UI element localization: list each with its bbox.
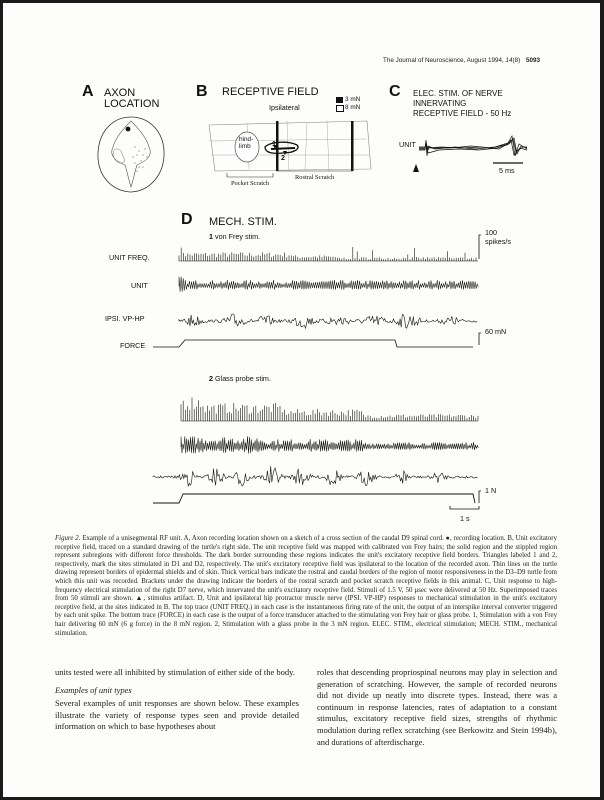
panel-b-side: Ipsilateral: [269, 103, 300, 112]
site-2-label: 2: [281, 153, 285, 162]
d1-force-trace: [153, 340, 473, 347]
page-number: 5093: [526, 57, 541, 64]
scale-time: 1 s: [460, 514, 470, 523]
legend-3mn-label: 3 mN: [345, 96, 361, 103]
panel-c-letter: C: [389, 83, 401, 100]
section-heading: Examples of unit types: [55, 684, 132, 695]
panel-d-sub1-num: 1: [209, 232, 213, 241]
scale-spikes-unit: spikes/s: [485, 237, 511, 246]
scale-spikes-value: 100: [485, 228, 497, 237]
body-right-column: [317, 667, 557, 748]
d1-ipsi-trace: [179, 314, 477, 328]
scale-mn: 60 mN: [485, 327, 507, 336]
d2-unit-trace: [181, 436, 478, 453]
hindlimb-label-2: limb: [239, 143, 251, 150]
d2-ipsi-trace: [153, 466, 478, 486]
panel-c-title-3: RECEPTIVE FIELD - 50 Hz: [413, 109, 512, 118]
panel-d-sub2-num: 2: [209, 374, 213, 383]
caption-text: Example of a unisegmental RF unit. A, Axon recording location shown on a sketch of a cross section of the caudal D9 spinal cord. ●, recording location. B, Unit excitatory receptive field, traced on a standard drawing of the turtle's right side. The unit receptive field was mapped with calibrated von Frey hairs; the solid region and the stippled region represent subregions with different force thresholds. The dark border surrounding these regions indicates the unit's excitatory receptive field borders. Triangles labeled 1 and 2, respectively, mark the sites stimulated in D1 and D2, respectively. The unit's excitatory receptive field was ipsilateral to the location of the recorded axon. Thin lines on the turtle drawing represent borders of epidermal shields and of skin. Thick vertical bars indicate the rostral and caudal borders of the region of motor responsiveness in the D3–D9 turtle from which this unit was recorded. Brackets under the drawing indicate the borders of the rostral scratch and pocket scratch receptive fields in this animal. C, Unit response to high-frequency electrical stimulation of the right D7 nerve, which innervated the unit's excitatory receptive field. Stimuli of 1.5 V, 50 μsec were delivered at 50 Hz. Superimposed traces from 50 stimuli are shown. ▲, stimulus artifact. D, Unit and ipsilateral hip protractor muscle nerve (IPSI. VP-HP) responses to mechanical stimulation in the unit's excitatory receptive field, at the sites indicated in B. The top trace (UNIT FREQ.) in each case is the instantaneous firing rate of the unit, the output of an interspike interval converter triggered by each unit spike. The bottom trace (FORCE) in each case is the output of a force transducer attached to the stimulating von Frey hair or glass probe. 1, Stimulation with a von Frey hair delivering 60 mN (6 g force) in the 8 mN region. 2, Stimulation with a glass probe in the 3 mN region. ELEC. STIM., electrical stimulation; MECH. STIM., mechanical stimulation.: [55, 535, 557, 637]
d1-unit-freq-trace: [179, 247, 478, 261]
panel-c-unit-label: UNIT: [399, 140, 416, 149]
right-paragraph-1: roles that descending propriospinal neurons may play in selection and generation of scratching. However, the sample of recorded neurons did not divide up neatly into discrete types. Instead, there was a continuum in response latencies, rates of adaptation to a constant stimulus, excitatory receptive field sizes, strengths of rhythmic modulation during reflex scratching (see Berkowitz and Stein 1994b), and durations of afterdischarge.: [317, 667, 557, 747]
pocket-scratch-label: Pocket Scratch: [231, 180, 270, 187]
body-left-column: [55, 667, 299, 733]
left-paragraph-2: Several examples of unit responses are shown below. These examples illustrate the variety of response types seen and provide detailed information on which to base hypotheses about: [55, 698, 299, 732]
site-1-label: 1: [272, 139, 276, 148]
panel-a-title-2: LOCATION: [104, 98, 160, 110]
panel-d-sub1-text: von Frey stim.: [215, 232, 261, 241]
panel-b-letter: B: [196, 83, 208, 100]
figure-caption: [55, 535, 557, 638]
panel-d-sub2-text: Glass probe stim.: [215, 374, 271, 383]
journal-name: The Journal of Neuroscience, August 1994,: [383, 57, 504, 64]
row-label-ipsi: IPSI. VP-HP: [105, 314, 145, 323]
d1-unit-trace: [179, 277, 478, 292]
panel-a-letter: A: [82, 83, 94, 100]
panel-d-letter: D: [181, 211, 193, 228]
journal-page: [3, 3, 600, 797]
left-paragraph-1: units tested were all inhibited by stimulation of either side of the body.: [55, 667, 295, 677]
panel-d-traces: [3, 3, 600, 533]
row-label-unit: UNIT: [131, 281, 148, 290]
hindlimb-label-1: hind-: [239, 136, 254, 143]
panel-c-scale-label: 5 ms: [499, 166, 515, 175]
rostral-scratch-label: Rostral Scratch: [295, 174, 335, 181]
row-label-force: FORCE: [120, 341, 146, 350]
scale-n: 1 N: [485, 486, 497, 495]
volume: 14: [505, 57, 513, 64]
d2-unit-freq-trace: [181, 397, 478, 421]
legend-8mn-label: 8 mN: [345, 104, 361, 111]
caption-figure-label: Figure 2.: [55, 535, 81, 542]
panel-c-title-1: ELEC. STIM. OF NERVE: [413, 89, 503, 98]
issue: (8): [512, 57, 521, 64]
d2-force-trace: [153, 494, 475, 503]
row-label-unit-freq: UNIT FREQ.: [109, 253, 150, 262]
panel-a-title-1: AXON: [104, 87, 136, 99]
panel-b-title: RECEPTIVE FIELD: [222, 86, 319, 98]
panel-d-title: MECH. STIM.: [209, 216, 277, 228]
panel-c-title-2: INNERVATING: [413, 99, 467, 108]
